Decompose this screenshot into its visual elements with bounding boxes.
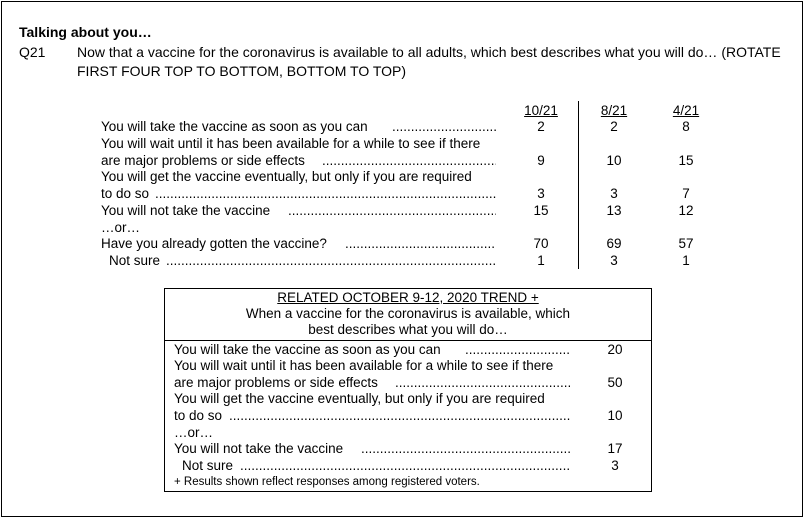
answer-label: to do so [101,186,150,201]
dot-leader [395,375,571,391]
or-separator: …or… [101,220,141,235]
dot-leader [288,203,496,219]
trend-answer-label: You will get the vaccine eventually, but only if you are required [174,391,545,406]
question-text-line2: FIRST FOUR TOP TO BOTTOM, BOTTOM TO TOP) [77,63,407,79]
answer-label: You will take the vaccine as soon as you can [101,119,368,134]
answer-label: Not sure [109,253,161,268]
trend-value-cell: 20 [607,342,623,357]
section-title: Talking about you… [19,24,152,40]
trend-answer-label: Not sure [182,458,234,473]
value-cell: 8 [682,119,690,134]
value-cell: 2 [610,119,618,134]
column-divider [578,101,579,269]
value-cell: 3 [610,253,618,268]
trend-answer-label: You will not take the vaccine [174,441,344,456]
value-cell: 15 [533,203,549,218]
trend-value-cell: 10 [607,408,623,423]
trend-answer-label: to do so [174,408,223,423]
trend-value-cell: 17 [607,441,623,456]
dot-leader [240,458,571,474]
value-cell: 69 [606,236,622,251]
value-cell: 3 [610,186,618,201]
trend-or-separator: …or… [174,425,214,440]
dot-leader [392,119,496,135]
dot-leader [465,342,571,358]
answer-label: are major problems or side effects [101,153,305,168]
value-cell: 1 [537,253,545,268]
dot-leader [166,253,496,269]
value-cell: 1 [682,253,690,268]
value-cell: 12 [678,203,694,218]
value-cell: 70 [533,236,549,251]
answer-label: Have you already gotten the vaccine? [101,236,327,251]
value-cell: 2 [537,119,545,134]
answer-label: You will wait until it has been available for a while to see if there [101,136,481,151]
trend-footnote: + Results shown reflect responses among registered voters. [174,476,480,488]
trend-subtitle-line2: best describes what you will do… [308,322,508,337]
dot-leader [229,408,571,424]
value-cell: 57 [678,236,694,251]
trend-answer-label: You will wait until it has been available for a while to see if there [174,358,554,373]
value-cell: 3 [537,186,545,201]
column-header-10-21: 10/21 [524,103,558,118]
answer-label: You will get the vaccine eventually, but only if you are required [101,169,472,184]
dot-leader [322,153,496,169]
trend-value-cell: 50 [607,375,623,390]
dot-leader [155,186,496,202]
value-cell: 9 [537,153,545,168]
trend-title: RELATED OCTOBER 9-12, 2020 TREND + [277,290,539,305]
answer-label: You will not take the vaccine [101,203,271,218]
trend-subtitle-line1: When a vaccine for the coronavirus is available, which [245,306,571,321]
question-number: Q21 [19,44,46,60]
value-cell: 7 [682,186,690,201]
trend-answer-label: You will take the vaccine as soon as you can [174,342,441,357]
column-header-8-21: 8/21 [600,103,628,118]
trend-value-cell: 3 [611,458,619,473]
value-cell: 13 [606,203,622,218]
dot-leader [345,236,496,252]
column-header-4-21: 4/21 [672,103,700,118]
trend-divider [164,340,652,341]
value-cell: 15 [678,153,694,168]
value-cell: 10 [606,153,622,168]
question-text-line1: Now that a vaccine for the coronavirus is available to all adults, which best describes what you will do… (ROTATE [77,44,781,60]
trend-answer-label: are major problems or side effects [174,375,378,390]
dot-leader [361,441,571,457]
